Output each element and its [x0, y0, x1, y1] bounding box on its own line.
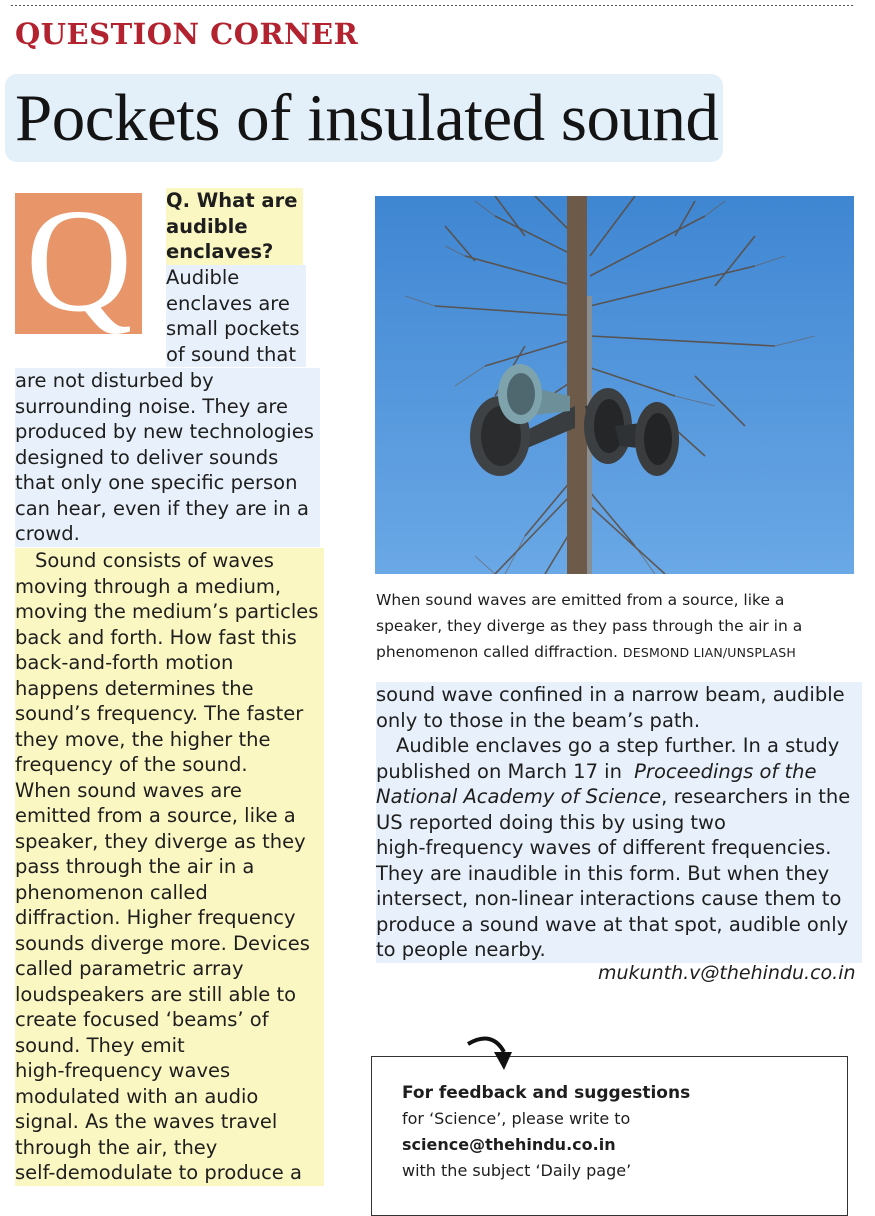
feedback-line: for ‘Science’, please write to	[402, 1109, 631, 1128]
right-column-text	[376, 682, 862, 963]
body-line: US reported doing this by using two	[376, 811, 732, 834]
body-line: happens determines the	[15, 677, 260, 700]
body-line: only to those in the beam’s path.	[376, 709, 706, 732]
body-line: They are inaudible in this form. But when they	[376, 862, 835, 885]
body-line: moving through a medium,	[15, 575, 287, 598]
answer-line: produced by new technologies	[15, 420, 320, 443]
body-line: emitted from a source, like a	[15, 804, 302, 827]
body-line: they move, the higher the	[15, 728, 277, 751]
answer-line: enclaves are	[166, 292, 296, 315]
feedback-text	[402, 1080, 690, 1184]
answer-intro-wide	[15, 368, 320, 547]
journal-name: National Academy of Science	[376, 785, 662, 808]
body-line: high-frequency waves of different frequencies.	[376, 836, 837, 859]
q-logo-letter: Q	[25, 179, 133, 343]
body-line: , researchers in the	[661, 785, 856, 808]
answer-line: that only one specific person	[15, 471, 303, 494]
body-line: signal. As the waves travel	[15, 1110, 283, 1133]
journal-name: Proceedings of the	[634, 759, 817, 783]
body-line: frequency of the sound.	[15, 753, 254, 776]
caption-line: phenomenon called diffraction.	[376, 643, 618, 661]
question-line: enclaves?	[166, 240, 279, 263]
question-line: Q. What are	[166, 189, 303, 212]
body-line: back and forth. How fast this	[15, 626, 303, 649]
body-line: modulated with an audio	[15, 1085, 264, 1108]
answer-line: are not disturbed by	[15, 369, 220, 392]
body-line: speaker, they diverge as they	[15, 830, 312, 853]
body-line: intersect, non-linear interactions cause them to	[376, 887, 847, 910]
question-title	[166, 188, 303, 265]
paragraph-sound-waves	[15, 548, 324, 1186]
body-line: back-and-forth motion	[15, 651, 239, 674]
answer-line: of sound that	[166, 343, 302, 366]
answer-line: surrounding noise. They are	[15, 395, 294, 418]
body-line: sound wave confined in a narrow beam, audible	[376, 683, 851, 706]
caption-line: When sound waves are emitted from a source, like a	[376, 591, 785, 609]
feedback-line: with the subject ‘Daily page’	[402, 1161, 632, 1180]
answer-line: crowd.	[15, 522, 86, 545]
dotted-top-rule	[10, 4, 855, 7]
feedback-email[interactable]: science@thehindu.co.in	[402, 1135, 616, 1154]
author-email[interactable]: mukunth.v@thehindu.co.in	[598, 962, 856, 984]
body-line: loudspeakers are still able to	[15, 983, 302, 1006]
answer-line: small pockets	[166, 317, 306, 340]
body-line: sound. They emit	[15, 1034, 191, 1057]
feedback-title: For feedback and suggestions	[402, 1083, 691, 1103]
body-line: pass through the air in a	[15, 855, 260, 878]
body-line: sounds diverge more. Devices	[15, 932, 316, 955]
answer-line: Audible	[166, 266, 245, 289]
answer-line: can hear, even if they are in a	[15, 497, 315, 520]
body-line: to people nearby.	[376, 938, 552, 961]
body-line: sound’s frequency. The faster	[15, 702, 309, 725]
headline: Pockets of insulated sound	[15, 81, 719, 155]
section-label: QUESTION CORNER	[15, 17, 359, 51]
body-line: Sound consists of waves	[15, 549, 280, 572]
answer-intro-narrow	[166, 265, 306, 367]
question-line: audible	[166, 215, 254, 238]
body-line: self-demodulate to produce a	[15, 1161, 308, 1184]
body-line: create focused ‘beams’ of	[15, 1008, 275, 1031]
body-line: Audible enclaves go a step further. In a study	[376, 734, 845, 757]
body-line: high-frequency waves	[15, 1059, 236, 1082]
body-line: phenomenon called	[15, 881, 214, 904]
photo-credit: DESMOND LIAN/UNSPLASH	[622, 645, 797, 660]
body-line: produce a sound wave at that spot, audible only	[376, 913, 854, 936]
caption-line: speaker, they diverge as they pass through the air in a	[376, 617, 803, 635]
loudspeakers-photo	[375, 196, 854, 574]
answer-line: designed to deliver sounds	[15, 446, 284, 469]
body-line: diffraction. Higher frequency	[15, 906, 302, 929]
body-line: moving the medium’s particles	[15, 600, 324, 623]
body-line: When sound waves are	[15, 779, 248, 802]
body-line: published on March 17 in	[376, 760, 634, 783]
loudspeakers-on-tree-photo	[375, 196, 854, 574]
photo-caption	[376, 587, 856, 666]
curved-arrow-icon	[462, 1030, 522, 1080]
body-line: through the air, they	[15, 1136, 223, 1159]
body-line: called parametric array	[15, 957, 250, 980]
